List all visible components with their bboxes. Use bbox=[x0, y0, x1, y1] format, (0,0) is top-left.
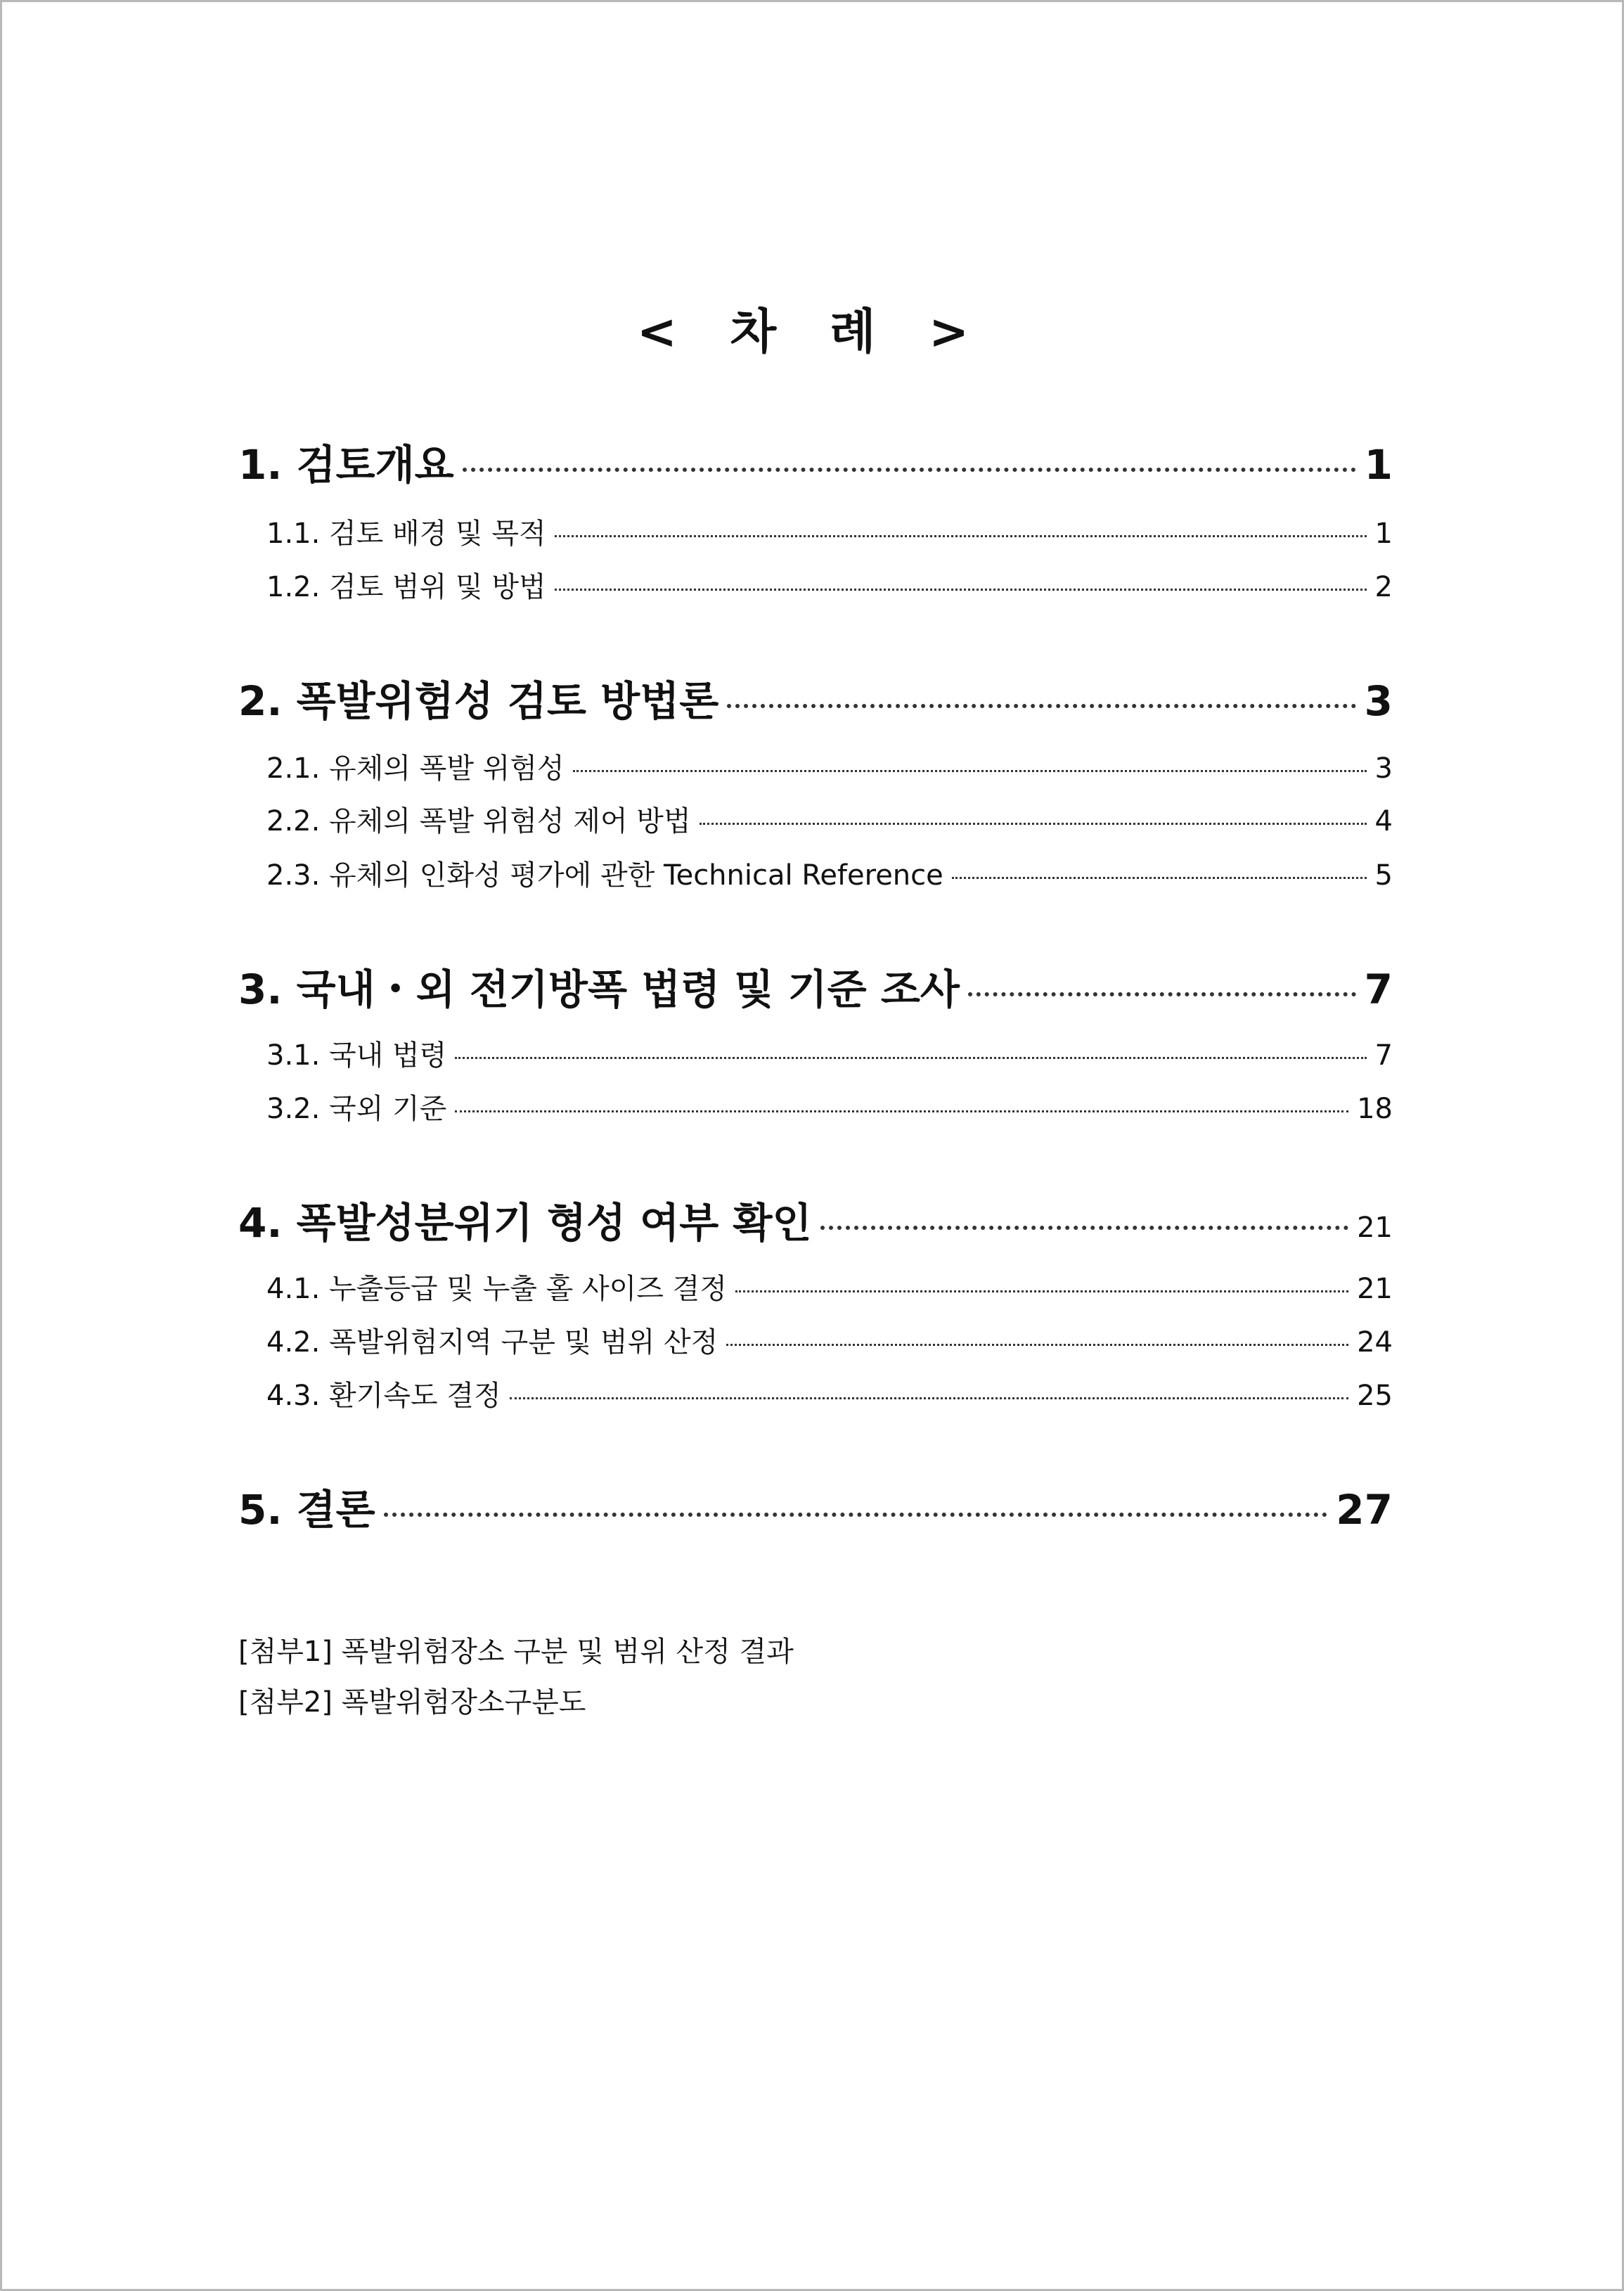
toc-section-label: 4. 폭발성분위기 형성 여부 확인 bbox=[238, 1199, 812, 1247]
toc-item-3-1[interactable] bbox=[266, 1034, 1393, 1077]
toc-item-1-2[interactable] bbox=[266, 566, 1393, 608]
toc-section-2[interactable] bbox=[238, 673, 1393, 729]
toc-item-label: 3.2. 국외 기준 bbox=[266, 1093, 447, 1125]
toc-item-label: 4.3. 환기속도 결정 bbox=[266, 1380, 501, 1412]
toc-section-4[interactable] bbox=[238, 1195, 1393, 1256]
dot-leader bbox=[952, 877, 1367, 879]
toc-page-number: 3 bbox=[1374, 752, 1393, 785]
toc-section-label: 3. 국내・외 전기방폭 법령 및 기준 조사 bbox=[238, 965, 960, 1013]
toc-item-2-2[interactable] bbox=[266, 800, 1393, 842]
toc-item-label: 3.1. 국내 법령 bbox=[266, 1039, 447, 1072]
toc-page-number: 27 bbox=[1336, 1486, 1393, 1534]
dot-leader bbox=[555, 589, 1367, 591]
toc-item-1-1[interactable] bbox=[266, 513, 1393, 555]
toc-item-label: 4.1. 누출등급 및 누출 홀 사이즈 결정 bbox=[266, 1273, 727, 1305]
toc-page-number: 24 bbox=[1357, 1326, 1393, 1359]
toc-title: < 차 례 > bbox=[636, 304, 988, 360]
toc-page-number: 1 bbox=[1364, 441, 1393, 489]
toc-page-number: 18 bbox=[1357, 1093, 1393, 1125]
toc-item-4-2[interactable] bbox=[266, 1321, 1393, 1363]
toc-page-number: 7 bbox=[1374, 1039, 1393, 1072]
toc-section-label: 1. 검토개요 bbox=[238, 441, 454, 489]
dot-leader bbox=[573, 770, 1367, 772]
toc-section-3[interactable] bbox=[238, 961, 1393, 1018]
dot-leader bbox=[463, 468, 1356, 472]
toc-page-number: 21 bbox=[1357, 1273, 1393, 1305]
dot-leader bbox=[820, 1226, 1349, 1230]
toc-page-number: 25 bbox=[1357, 1380, 1393, 1412]
dot-leader bbox=[726, 1344, 1348, 1346]
toc-page-number: 5 bbox=[1374, 859, 1393, 892]
toc-section-label: 2. 폭발위험성 검토 방법론 bbox=[238, 677, 719, 725]
toc-item-4-1[interactable] bbox=[266, 1268, 1393, 1310]
toc-item-2-1[interactable] bbox=[266, 747, 1393, 790]
toc-item-label: 1.1. 검토 배경 및 목적 bbox=[266, 518, 546, 550]
attachment-1[interactable]: [첨부1] 폭발위험장소 구분 및 범위 산정 결과 bbox=[238, 1636, 794, 1668]
dot-leader bbox=[455, 1110, 1348, 1112]
toc-page-number: 3 bbox=[1364, 677, 1393, 725]
dot-leader bbox=[700, 823, 1367, 825]
toc-item-label: 2.2. 유체의 폭발 위험성 제어 방법 bbox=[266, 805, 691, 838]
toc-page-number: 2 bbox=[1374, 571, 1393, 603]
toc-section-label: 5. 결론 bbox=[238, 1486, 375, 1534]
dot-leader bbox=[510, 1397, 1348, 1399]
toc-item-3-2[interactable] bbox=[266, 1088, 1393, 1130]
attachment-2[interactable]: [첨부2] 폭발위험장소구분도 bbox=[238, 1686, 586, 1719]
dot-leader bbox=[968, 992, 1356, 996]
toc-page-number: 21 bbox=[1357, 1212, 1393, 1244]
toc-item-label: 2.1. 유체의 폭발 위험성 bbox=[266, 752, 565, 785]
toc-item-label: 4.2. 폭발위험지역 구분 및 범위 산정 bbox=[266, 1326, 718, 1359]
dot-leader bbox=[727, 704, 1355, 708]
toc-item-label: 1.2. 검토 범위 및 방법 bbox=[266, 571, 546, 603]
toc-section-5[interactable] bbox=[238, 1482, 1393, 1538]
toc-item-label: 2.3. 유체의 인화성 평가에 관한 Technical Reference bbox=[266, 859, 943, 892]
dot-leader bbox=[735, 1290, 1348, 1292]
toc-section-1[interactable] bbox=[238, 437, 1393, 493]
toc-page-number: 4 bbox=[1374, 805, 1393, 838]
toc-item-2-3[interactable] bbox=[266, 854, 1393, 897]
toc-page-number: 7 bbox=[1364, 965, 1393, 1013]
dot-leader bbox=[384, 1513, 1328, 1517]
dot-leader bbox=[555, 535, 1367, 537]
toc-page-number: 1 bbox=[1374, 518, 1393, 550]
toc-item-4-3[interactable] bbox=[266, 1375, 1393, 1417]
dot-leader bbox=[455, 1057, 1366, 1059]
